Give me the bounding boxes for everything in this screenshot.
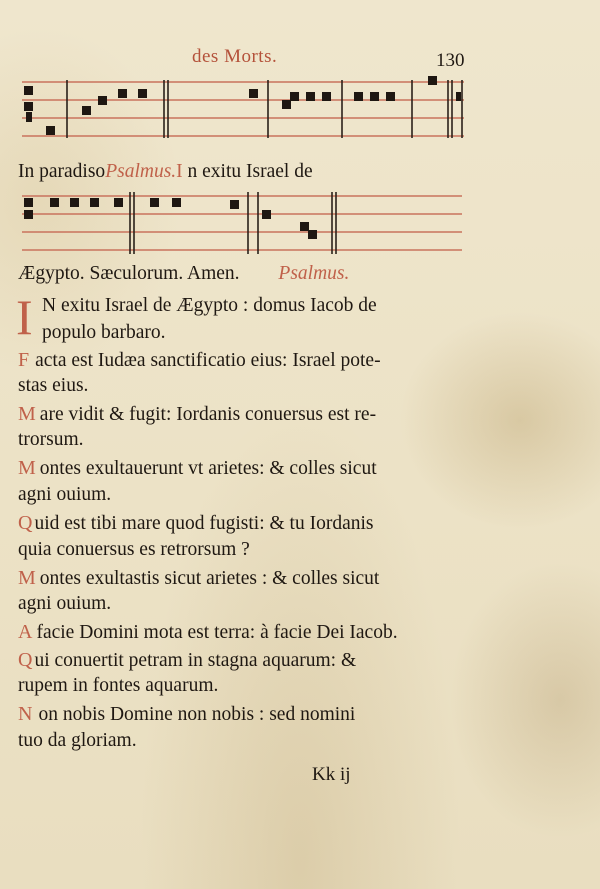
verse-line-17 xyxy=(18,731,137,751)
verse-line-13 xyxy=(18,622,398,643)
verse-text: on nobis Domine non nobis : sed nomini xyxy=(38,704,356,725)
verse-line-10 xyxy=(18,540,250,560)
verse-text: agni ouium. xyxy=(18,484,112,505)
verse-line-14 xyxy=(18,650,356,671)
verse-line-12 xyxy=(18,594,111,614)
antiphon-line xyxy=(18,162,313,182)
verse-text: stas eius. xyxy=(18,375,89,396)
verse-initial: Q xyxy=(18,512,33,534)
doxology-text: Ægypto. Sæculorum. Amen. xyxy=(18,263,240,284)
verse-initial: M xyxy=(18,403,36,425)
verse-line-8 xyxy=(18,485,111,505)
verse-text: ontes exultauerunt vt arietes: & colles sicut xyxy=(39,458,377,479)
verse-line-2 xyxy=(42,323,165,343)
verse-text: rupem in fontes aquarum. xyxy=(18,675,219,696)
verse-text: facie Domini mota est terra: à facie Dei Iacob. xyxy=(36,622,398,643)
doxology-line xyxy=(18,264,349,284)
verse-text: trorsum. xyxy=(18,429,84,450)
music-staff-1 xyxy=(22,76,464,148)
verse-text: N exitu Israel de Ægypto : domus Iacob de xyxy=(42,295,377,316)
verse-initial: M xyxy=(18,567,36,589)
verse-line-1 xyxy=(42,296,377,316)
gathering-signature: Kk ij xyxy=(312,764,351,785)
verse-line-9 xyxy=(18,513,374,534)
verse-initial: M xyxy=(18,457,36,479)
verse-text: agni ouium. xyxy=(18,593,112,614)
verse-text: tuo da gloriam. xyxy=(18,730,137,751)
antiphon-incipit: In paradiso xyxy=(18,161,106,182)
verse-initial: N xyxy=(18,703,33,725)
verse-text: are vidit & fugit: Iordanis conuersus est re- xyxy=(39,404,377,425)
verse-line-3 xyxy=(18,350,381,371)
verse-initial: A xyxy=(18,621,33,643)
verse-text: ontes exultastis sicut arietes : & colles sicut xyxy=(39,568,380,589)
verse-line-7 xyxy=(18,458,377,479)
music-staff-2 xyxy=(22,188,462,260)
verse-initial: Q xyxy=(18,649,33,671)
verse-text: acta est Iudæa sanctificatio eius: Israel pote- xyxy=(35,350,381,371)
antiphon-initial: I xyxy=(176,161,183,182)
folio-number: 130 xyxy=(436,50,465,71)
verse-line-16 xyxy=(18,704,355,725)
running-title: des Morts. xyxy=(192,46,278,67)
verse-line-5 xyxy=(18,404,376,425)
psalm-label-2: Psalmus. xyxy=(278,263,350,284)
verse-line-11 xyxy=(18,568,379,589)
verse-text: uid est tibi mare quod fugisti: & tu Iordanis xyxy=(34,513,374,534)
verse-line-4 xyxy=(18,376,88,396)
verse-text: populo barbaro. xyxy=(42,322,166,343)
psalm-large-initial: I xyxy=(16,289,33,345)
psalm-label-1: Psalmus. xyxy=(105,161,177,182)
verse-text: ui conuertit petram in stagna aquarum: & xyxy=(34,650,357,671)
antiphon-rest: n exitu Israel de xyxy=(187,161,313,182)
verse-line-15 xyxy=(18,676,218,696)
verse-initial: F xyxy=(18,349,30,371)
verse-text: quia conuersus es retrorsum ? xyxy=(18,539,250,560)
verse-line-6 xyxy=(18,430,84,450)
